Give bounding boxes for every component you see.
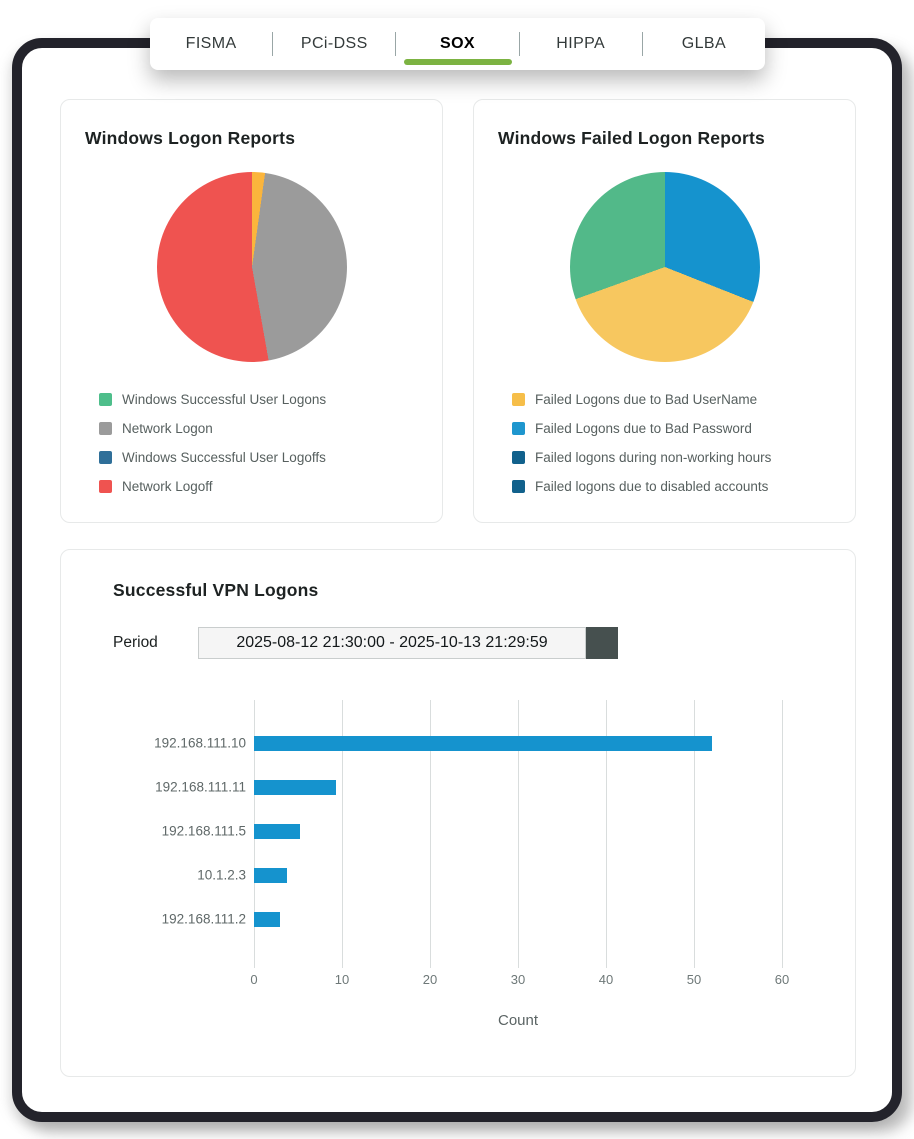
bar <box>254 736 712 751</box>
bar-rows <box>154 700 782 941</box>
legend-swatch <box>99 393 112 406</box>
legend-swatch <box>99 422 112 435</box>
legend-label: Failed Logons due to Bad Password <box>535 421 752 436</box>
bar <box>254 868 287 883</box>
category-label: 192.168.111.5 <box>161 823 246 839</box>
category-label: 10.1.2.3 <box>197 867 246 883</box>
bar <box>254 912 280 927</box>
vpn-bar-chart <box>154 700 790 1029</box>
windows-logon-pie-chart <box>157 172 347 362</box>
category-label: 192.168.111.10 <box>154 735 246 751</box>
bar-row <box>197 853 782 897</box>
tab-sox[interactable]: SOX <box>396 18 518 70</box>
period-value: 2025-08-12 21:30:00 - 2025-10-13 21:29:59 <box>236 634 548 651</box>
x-tick-label: 60 <box>774 972 790 987</box>
bar <box>254 780 336 795</box>
legend-item[interactable] <box>512 479 855 494</box>
gridline <box>782 700 783 968</box>
legend-swatch <box>512 422 525 435</box>
windows-failed-logon-legend <box>512 392 855 494</box>
x-axis-title: Count <box>497 1012 539 1029</box>
period-picker-button[interactable] <box>586 627 618 659</box>
legend-swatch <box>512 480 525 493</box>
bar-row <box>155 765 782 809</box>
category-label: 192.168.111.11 <box>155 779 246 795</box>
windows-logon-legend <box>99 392 442 494</box>
x-tick-label: 0 <box>250 972 258 987</box>
category-label: 192.168.111.2 <box>161 911 246 927</box>
x-axis-ticks <box>250 972 790 988</box>
x-tick-label: 10 <box>334 972 350 987</box>
tab-fisma[interactable]: FISMA <box>185 35 237 52</box>
legend-item[interactable] <box>512 392 855 407</box>
period-input[interactable] <box>198 627 586 659</box>
legend-swatch <box>99 480 112 493</box>
card-title: Windows Logon Reports <box>85 128 296 148</box>
period-row <box>113 627 855 659</box>
tab-hippa[interactable]: HIPPA <box>556 35 606 52</box>
legend-item[interactable] <box>512 421 855 436</box>
legend-label: Windows Successful User Logons <box>122 392 327 407</box>
legend-label: Failed logons due to disabled accounts <box>535 479 769 494</box>
tab-pci-dss[interactable]: PCi-DSS <box>300 35 368 52</box>
period-label: Period <box>113 634 158 651</box>
windows-logon-card <box>60 99 443 523</box>
legend-label: Network Logon <box>122 421 213 436</box>
bar-row <box>161 809 782 853</box>
bar-row <box>161 897 782 941</box>
legend-item[interactable] <box>99 421 442 436</box>
plot-area <box>154 700 782 962</box>
legend-label: Network Logoff <box>122 479 213 494</box>
legend-swatch <box>512 451 525 464</box>
legend-swatch <box>512 393 525 406</box>
legend-swatch <box>99 451 112 464</box>
dashboard-panel <box>12 38 902 1122</box>
x-tick-label: 30 <box>510 972 526 987</box>
legend-item[interactable] <box>99 479 442 494</box>
legend-item[interactable] <box>99 392 442 407</box>
card-title: Windows Failed Logon Reports <box>498 128 765 148</box>
vpn-logons-card <box>60 549 856 1077</box>
windows-failed-logon-card <box>473 99 856 523</box>
x-tick-label: 50 <box>686 972 702 987</box>
x-tick-label: 40 <box>598 972 614 987</box>
x-tick-label: 20 <box>422 972 438 987</box>
compliance-tabbar <box>150 18 765 70</box>
windows-failed-logon-pie-chart <box>570 172 760 362</box>
legend-label: Failed logons during non-working hours <box>535 450 772 465</box>
legend-label: Windows Successful User Logoffs <box>122 450 326 465</box>
legend-label: Failed Logons due to Bad UserName <box>535 392 758 407</box>
bar-row <box>154 721 782 765</box>
bar <box>254 824 300 839</box>
reports-row <box>60 99 856 523</box>
legend-item[interactable] <box>512 450 855 465</box>
tab-glba[interactable]: GLBA <box>681 35 727 52</box>
legend-item[interactable] <box>99 450 442 465</box>
card-title: Successful VPN Logons <box>113 580 319 600</box>
